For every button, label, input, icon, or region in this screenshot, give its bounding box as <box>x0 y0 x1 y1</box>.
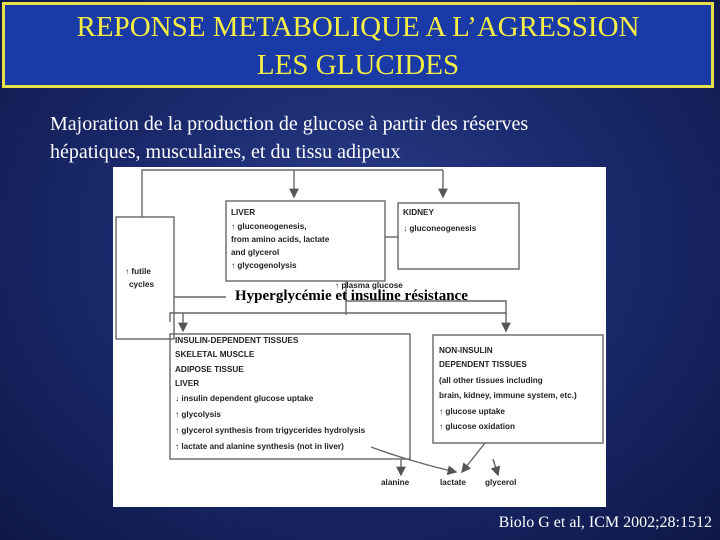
hyperglycemia-overlay-label: Hyperglycémie et insuline résistance <box>235 288 468 304</box>
slide-subtitle <box>50 110 690 166</box>
subtitle-line1: Majoration de la production de glucose à partir des réserves <box>50 113 529 135</box>
insulin-line-3: ADIPOSE TISSUE <box>175 365 244 374</box>
alanine-label: alanine <box>381 478 410 487</box>
insulin-line-8: ↑ lactate and alanine synthesis (not in liver) <box>175 442 344 451</box>
insulin-line-5: ↓ insulin dependent glucose uptake <box>175 394 314 403</box>
liver-line-2: from amino acids, lactate <box>231 235 330 244</box>
liver-line-3: and glycerol <box>231 248 280 257</box>
metabolic-diagram <box>113 167 606 507</box>
slide-title-box <box>2 2 714 88</box>
citation: Biolo G et al, ICM 2002;28:1512 <box>498 514 712 531</box>
kidney-heading: KIDNEY <box>403 208 434 217</box>
slide-title-line2: LES GLUCIDES <box>256 49 460 81</box>
non-insulin-line-5: ↑ glucose uptake <box>439 407 505 416</box>
plasma-glucose-label: ↑ plasma glucose <box>335 281 403 290</box>
non-insulin-line-1: NON-INSULIN <box>439 346 493 355</box>
insulin-line-2: SKELETAL MUSCLE <box>175 350 255 359</box>
slide-title-line1: REPONSE METABOLIQUE A L’AGRESSION <box>76 11 640 43</box>
lactate-label: lactate <box>440 478 466 487</box>
non-insulin-line-6: ↑ glucose oxidation <box>439 422 515 431</box>
arrow-to-glycerol <box>493 459 498 475</box>
liver-line-4: ↑ glycogenolysis <box>231 261 297 270</box>
insulin-line-1: INSULIN-DEPENDENT TISSUES <box>175 336 299 345</box>
arrow-to-lactate-right <box>462 443 485 472</box>
non-insulin-line-4: brain, kidney, immune system, etc.) <box>439 391 577 400</box>
liver-heading: LIVER <box>231 208 256 217</box>
glycerol-label: glycerol <box>485 478 517 487</box>
insulin-line-4: LIVER <box>175 379 200 388</box>
insulin-line-7: ↑ glycerol synthesis from trigycerides hydrolysis <box>175 426 366 435</box>
non-insulin-line-3: (all other tissues including <box>439 376 543 385</box>
kidney-line-1: ↓ gluconeogenesis <box>403 224 477 233</box>
futile-line-2: cycles <box>129 280 155 289</box>
distribution-bar <box>170 313 506 322</box>
subtitle-line2: hépatiques, musculaires, et du tissu adipeux <box>50 141 401 163</box>
non-insulin-line-2: DEPENDENT TISSUES <box>439 360 527 369</box>
futile-cycles-box <box>116 217 174 339</box>
futile-line-1: ↑ futile <box>125 267 151 276</box>
liver-line-1: ↑ gluconeogenesis, <box>231 222 307 231</box>
diagram-svg <box>113 167 606 507</box>
insulin-line-6: ↑ glycolysis <box>175 410 221 419</box>
